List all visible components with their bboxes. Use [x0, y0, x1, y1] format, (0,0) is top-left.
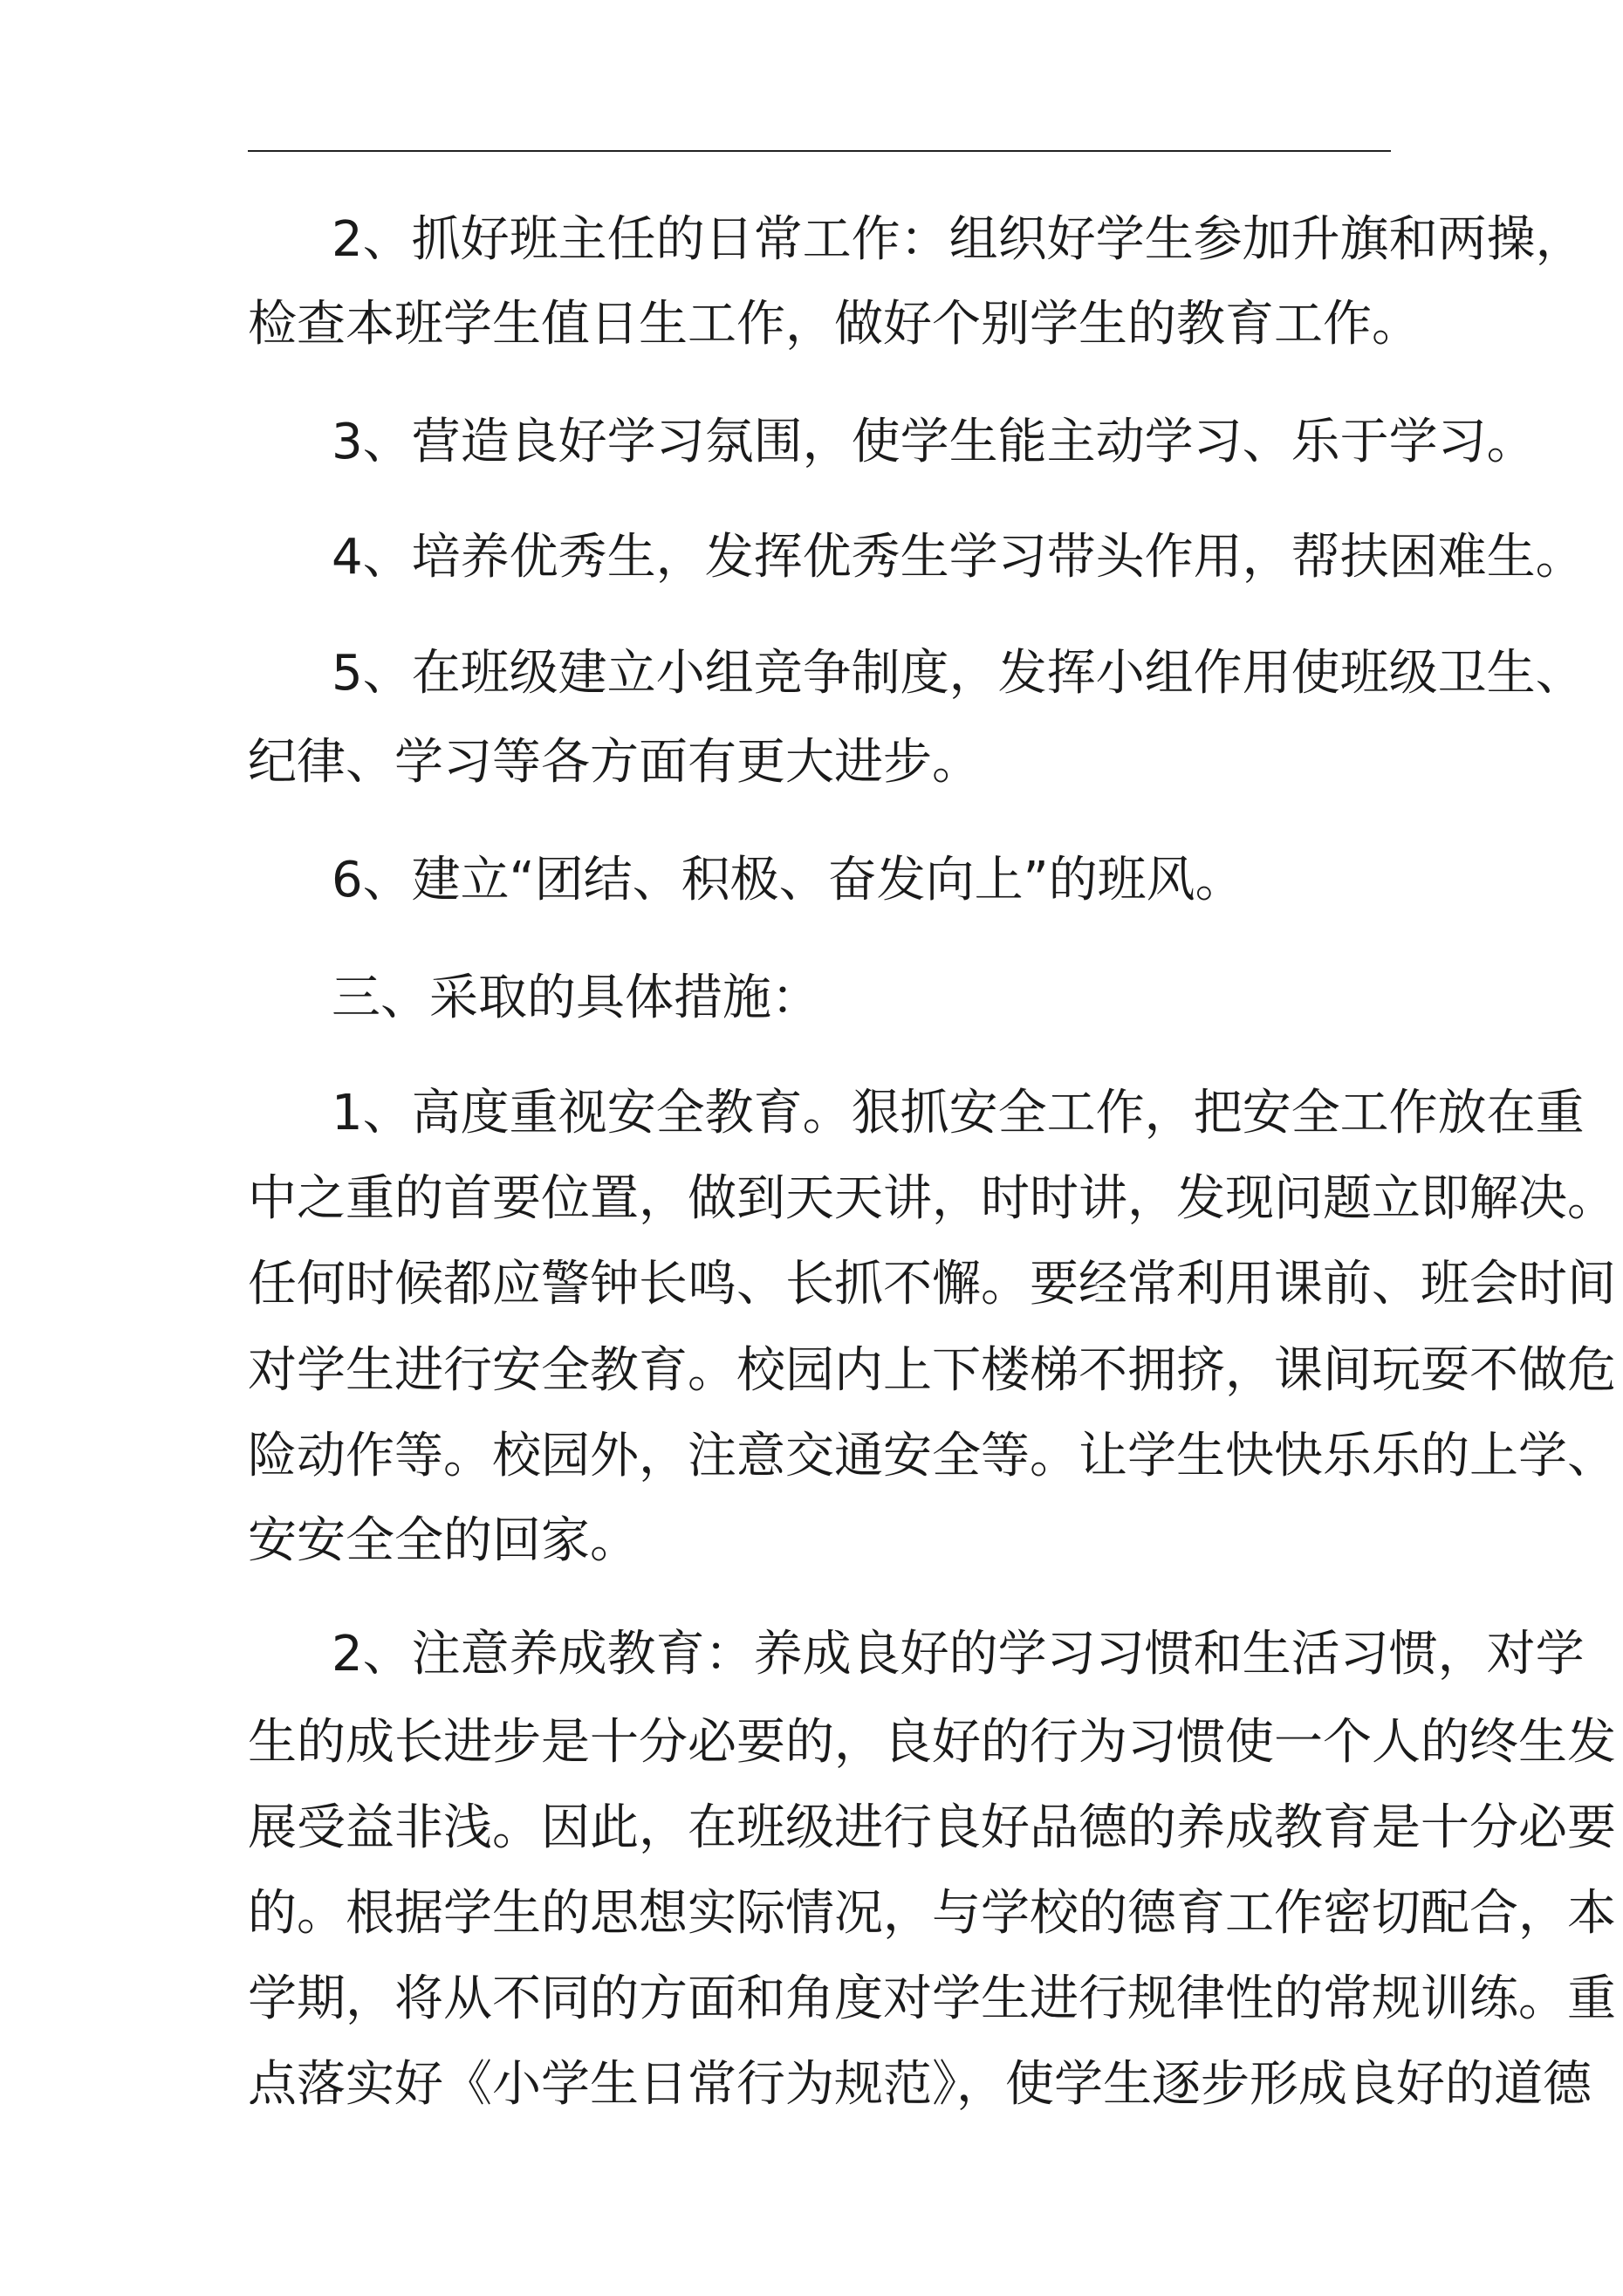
paragraph-line: 4、培养优秀生，发挥优秀生学习带头作用，帮扶困难生。 [332, 529, 1585, 586]
paragraph-line: 展受益非浅。因此，在班级进行良好品德的养成教育是十分必要 [248, 1799, 1616, 1856]
paragraph-line: 的。根据学生的思想实际情况，与学校的德育工作密切配合，本 [248, 1885, 1616, 1942]
header-rule [248, 150, 1391, 152]
paragraph-line: 1、高度重视安全教育。狠抓安全工作，把安全工作放在重 [332, 1085, 1585, 1141]
paragraph-line: 险动作等。校园外，注意交通安全等。让学生快快乐乐的上学、 [248, 1428, 1616, 1484]
paragraph-line: 对学生进行安全教育。校园内上下楼梯不拥挤，课间玩耍不做危 [248, 1342, 1616, 1399]
paragraph-line: 纪律、学习等各方面有更大进步。 [248, 734, 981, 791]
section-heading: 三、采取的具体措施： [332, 970, 820, 1026]
paragraph-line: 点落实好《小学生日常行为规范》，使学生逐步形成良好的道德 [248, 2056, 1592, 2113]
paragraph-line: 2、注意养成教育：养成良好的学习习惯和生活习惯，对学 [332, 1626, 1585, 1683]
paragraph-line: 生的成长进步是十分必要的，良好的行为习惯使一个人的终生发 [248, 1714, 1616, 1771]
paragraph-line: 学期，将从不同的方面和角度对学生进行规律性的常规训练。重 [248, 1970, 1616, 2027]
paragraph-line: 3、营造良好学习氛围，使学生能主动学习、乐于学习。 [332, 414, 1536, 470]
paragraph-line: 中之重的首要位置，做到天天讲，时时讲，发现问题立即解决。 [248, 1170, 1616, 1227]
paragraph-line: 检查本班学生值日生工作，做好个别学生的教育工作。 [248, 296, 1421, 353]
paragraph-line: 安安全全的回家。 [248, 1512, 639, 1569]
paragraph-line: 5、在班级建立小组竞争制度，发挥小组作用使班级卫生、 [332, 645, 1585, 702]
paragraph-line: 任何时候都应警钟长鸣、长抓不懈。要经常利用课前、班会时间 [248, 1256, 1616, 1312]
paragraph-line: 2、抓好班主任的日常工作：组织好学生参加升旗和两操， [332, 211, 1585, 268]
paragraph-line: 6、建立“团结、积极、奋发向上”的班风。 [332, 852, 1244, 908]
